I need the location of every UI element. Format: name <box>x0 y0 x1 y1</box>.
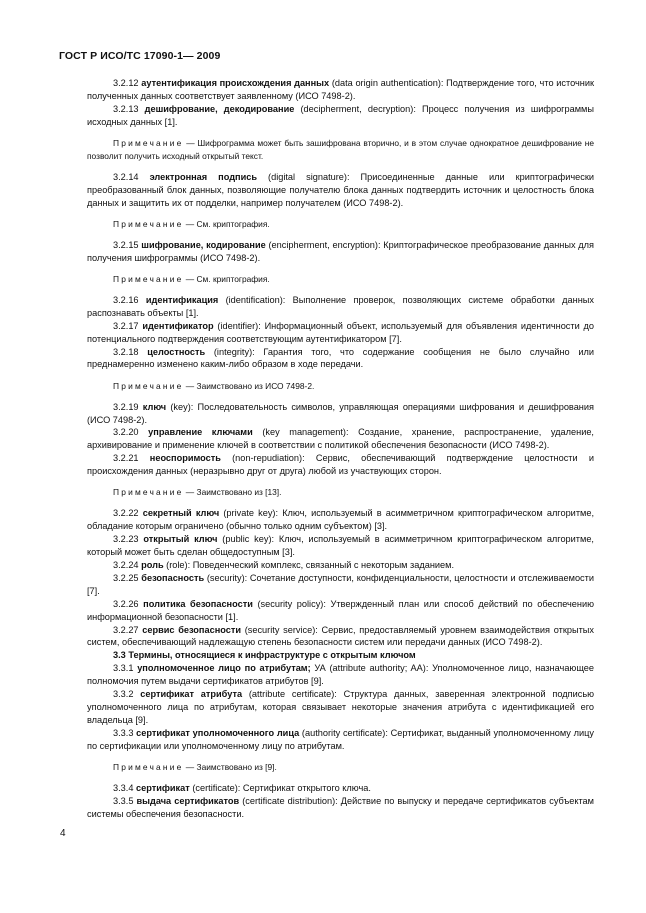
term-title: аутентификация происхождения данных <box>141 78 330 88</box>
term-entry <box>87 294 594 320</box>
term-title: выдача сертификатов <box>136 795 240 806</box>
note-label: Примечание <box>113 273 184 284</box>
term-entry <box>87 452 594 478</box>
term-title: идентификация <box>145 294 219 305</box>
term-number: 3.2.13 <box>113 103 139 114</box>
term-entry <box>87 77 594 103</box>
term-definition: (key management): Создание, хранение, распространение, удаление, архивирование и применение ключей в соответствии с политикой обеспечения безопасности (ИСО 7498-2). <box>87 427 594 451</box>
note-label: Примечание <box>113 761 184 772</box>
term-number: 3.2.18 <box>113 346 139 357</box>
term-number: 3.2.15 <box>113 239 139 250</box>
term-number: 3.2.23 <box>113 534 139 545</box>
term-title: роль <box>141 559 164 570</box>
term-entry <box>87 559 594 572</box>
term-title: дешифрование, декодирование <box>144 103 295 114</box>
term-number: 3.2.24 <box>113 559 139 570</box>
term-number: 3.3.4 <box>113 782 134 793</box>
note-text: — Заимствовано из [9]. <box>183 761 277 772</box>
term-number: 3.2.26 <box>113 598 139 609</box>
term-number: 3.2.17 <box>113 320 139 331</box>
term-number: 3.2.19 <box>113 401 139 412</box>
term-definition: (public key): Ключ, используемый в асимметричном криптографическом алгоритме, который может быть сделан общедоступным [3]. <box>87 534 594 558</box>
term-number: 3.2.20 <box>113 427 139 438</box>
note-text: — Заимствовано из ИСО 7498-2. <box>183 380 315 391</box>
term-number: 3.2.14 <box>113 171 139 182</box>
term-definition: (encipherment, encryption): Криптографическое преобразование данных для получения шифрограммы (ИСО 7498-2). <box>87 239 594 263</box>
term-definition: (certificate): Сертификат открытого ключа. <box>189 782 371 793</box>
term-entry <box>87 507 594 533</box>
term-definition: (private key): Ключ, используемый в асимметричном криптографическом алгоритме, обладание которым ограничено (обычно только одним субъектом) [3]. <box>87 508 594 532</box>
term-number: 3.3.2 <box>113 689 134 700</box>
term-definition: (identifier): Информационный объект, используемый для объявления идентичности до потенциального подтверждения соответствующим аутентификатором [7]. <box>87 320 594 344</box>
term-title: управление ключами <box>148 427 253 438</box>
document-body <box>87 77 594 821</box>
note <box>87 273 594 286</box>
term-entry <box>87 598 594 624</box>
note-label: Примечание <box>113 380 184 391</box>
term-entry <box>87 662 594 688</box>
term-title: электронная подпись <box>149 171 257 182</box>
term-title: ключ <box>142 401 167 412</box>
note-label: Примечание <box>113 137 184 148</box>
term-entry <box>87 426 594 452</box>
note <box>87 380 594 393</box>
note-label: Примечание <box>113 218 184 229</box>
term-title: секретный ключ <box>142 508 220 519</box>
term-number: 3.3.3 <box>113 727 134 738</box>
term-title: открытый ключ <box>143 534 218 545</box>
term-entry <box>87 171 594 210</box>
term-title: безопасность <box>141 572 205 583</box>
term-title: сервис безопасности <box>142 624 241 635</box>
term-entry <box>87 401 594 427</box>
term-title: сертификат <box>136 782 190 793</box>
term-definition: (attribute certificate): Структура данных, заверенная электронной подписью уполномоченного лица по атрибутам, которая связывает некоторые значения атрибута с идентификацией его владельца [9]. <box>87 689 594 725</box>
note-text: — См. криптография. <box>183 218 270 229</box>
term-number: 3.3.1 <box>113 663 134 674</box>
term-number: 3.2.27 <box>113 624 139 635</box>
term-entry <box>87 782 594 795</box>
term-definition: (role): Поведенческий комплекс, связанный с некоторым заданием. <box>163 559 455 570</box>
term-number: 3.2.16 <box>113 294 139 305</box>
term-definition: (decipherment, decryption): Процесс получения из шифрограммы исходных данных [1]. <box>87 103 594 127</box>
term-title: идентификатор <box>142 320 214 331</box>
term-definition: (key): Последовательность символов, управляющая операциями шифрования и дешифрования (ИСО 7498-2). <box>87 401 594 425</box>
term-title: уполномоченное лицо по атрибутам; <box>137 663 311 674</box>
term-number: 3.2.22 <box>113 508 139 519</box>
term-entry <box>87 795 594 821</box>
term-definition: (authority certificate): Сертификат, выданный уполномоченному лицу по сертификации или уполномоченному лицу по атрибутам. <box>87 727 594 751</box>
term-title: политика безопасности <box>143 598 253 609</box>
term-entry <box>87 346 594 372</box>
term-definition: (digital signature): Присоединенные данные или криптографически преобразованный блок данных, позволяющие получателю блока данных подтвердить источник и целостность блока данных и защитить их от подделки, например получателем (ИСО 7498-2). <box>87 171 594 208</box>
term-definition: УА (attribute authority; AA): Уполномоченное лицо, назначающее полномочия путем выдачи сертификатов атрибутов [9]. <box>87 663 594 687</box>
term-title: целостность <box>147 346 206 357</box>
term-title: сертификат атрибута <box>140 689 243 700</box>
term-number: 3.2.12 <box>113 78 139 88</box>
term-entry <box>87 688 594 727</box>
term-title: шифрование, кодирование <box>141 239 266 250</box>
term-definition: (security service): Сервис, предоставляемый уровнем взаимодействия открытых систем, обеспечивающий надлежащую степень безопасности систем или передачи данных (ИСО 7498-2). <box>87 624 594 648</box>
term-title: сертификат уполномоченного лица <box>136 727 300 738</box>
document-header: ГОСТ Р ИСО/ТС 17090-1— 2009 <box>59 50 221 62</box>
term-definition: (data origin authentication): Подтверждение того, что источник полученных данных соответствует заявленному (ИСО 7498-2). <box>87 78 594 101</box>
term-number: 3.3.5 <box>113 795 134 806</box>
note <box>87 137 594 163</box>
term-entry <box>87 624 594 650</box>
note <box>87 218 594 231</box>
term-number: 3.2.25 <box>113 572 139 583</box>
note-text: — Шифрограмма может быть зашифрована вторично, и в этом случае однократное дешифрование не позволит получить исходный открытый текст. <box>87 137 594 161</box>
section-heading: 3.3 Термины, относящиеся к инфраструктуре с открытым ключом <box>113 650 416 661</box>
note-label: Примечание <box>113 487 184 498</box>
term-definition: (security policy): Утвержденный план или способ действий по обеспечению информационной безопасности [1]. <box>87 598 594 622</box>
note-text: — См. криптография. <box>183 273 270 284</box>
term-definition: (security): Сочетание доступности, конфиденциальности, целостности и отслеживаемости [7]. <box>87 572 594 596</box>
term-entry <box>87 103 594 129</box>
term-definition: (identification): Выполнение проверок, позволяющих системе обработки данных распознавать объекты [1]. <box>87 294 594 318</box>
term-number: 3.2.21 <box>113 453 139 464</box>
note <box>87 486 594 499</box>
term-entry <box>87 572 594 598</box>
page-number: 4 <box>60 828 66 839</box>
term-definition: (certificate distribution): Действие по выпуску и передаче сертификатов субъектам системы обеспечения безопасности. <box>87 795 594 819</box>
term-entry <box>87 727 594 753</box>
term-definition: (integrity): Гарантия того, что содержание сообщения не было случайно или преднамеренно изменено каким-либо образом в ходе передачи. <box>87 346 594 370</box>
note-text: — Заимствовано из [13]. <box>183 487 282 498</box>
term-entry <box>87 239 594 265</box>
term-definition: (non-repudiation): Сервис, обеспечивающий подтверждение целостности и происхождения данных (неразрывно друг от друга) любой из участвующих сторон. <box>87 453 594 477</box>
term-entry <box>87 533 594 559</box>
term-entry <box>87 320 594 346</box>
note <box>87 761 594 774</box>
term-title: неоспоримость <box>149 453 221 464</box>
